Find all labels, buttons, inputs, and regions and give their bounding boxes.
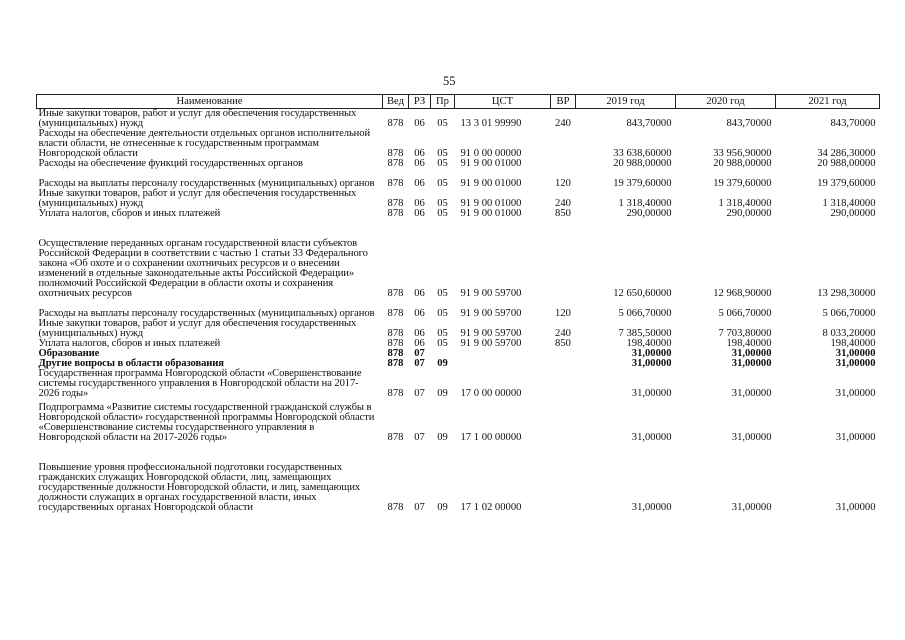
- row-cst: 17 0 00 00000: [460, 388, 522, 399]
- row-pr: 05: [437, 208, 448, 219]
- row-2021: 198,40000: [830, 338, 876, 349]
- row-2020: 7 703,80000: [718, 328, 772, 339]
- row-2020: 20 988,00000: [713, 158, 772, 169]
- row-vr: [551, 369, 576, 399]
- row-ved: 878: [387, 338, 404, 349]
- row-2021: 20 988,00000: [817, 158, 876, 169]
- row-cst: 91 0 00 00000: [460, 148, 522, 159]
- row-cst: 17 1 00 00000: [460, 432, 522, 443]
- table-row: [37, 399, 880, 443]
- row-rz: 07: [414, 348, 425, 359]
- row-rz: 07: [414, 388, 425, 399]
- row-pr: 09: [437, 502, 448, 513]
- row-2020: 31,00000: [731, 432, 772, 443]
- row-ved: 878: [387, 208, 404, 219]
- row-cst: [455, 359, 551, 369]
- header-2019: 2019 год: [576, 95, 676, 109]
- table-row: [37, 443, 880, 513]
- row-name: Подпрограмма «Развитие системы государственной гражданской службы в Новгородской области» государственной программы Новгородской области «Совершенствование системы государственного управления в Новгородской области на 2017-2026 годы»: [38, 402, 375, 443]
- row-2021: 19 379,60000: [817, 178, 876, 189]
- row-2020: 198,40000: [726, 338, 772, 349]
- row-2020: 5 066,70000: [718, 308, 772, 319]
- table-row: [37, 369, 880, 399]
- row-2021: 31,00000: [835, 348, 876, 359]
- row-name: Расходы на обеспечение функций государственных органов: [38, 158, 303, 169]
- row-vr: [551, 399, 576, 443]
- row-2021: 31,00000: [835, 388, 876, 399]
- row-name: Расходы на выплаты персоналу государственных (муниципальных) органов: [38, 178, 375, 189]
- row-rz: 06: [414, 158, 425, 169]
- row-ved: 878: [387, 348, 404, 359]
- row-name: Государственная программа Новгородской области «Совершенствование системы государственного управления в Новгородской области на 2017-2026 годы»: [38, 368, 362, 399]
- row-2019: 1 318,40000: [618, 198, 672, 209]
- row-cst: 91 9 00 59700: [460, 308, 522, 319]
- row-pr: 05: [437, 308, 448, 319]
- row-pr: 05: [437, 118, 448, 129]
- row-pr: 05: [437, 178, 448, 189]
- row-vr: 120: [555, 178, 571, 189]
- row-2020: 31,00000: [731, 502, 772, 513]
- row-2020: 19 379,60000: [713, 178, 772, 189]
- row-vr: 120: [555, 308, 571, 319]
- row-2019: 7 385,50000: [618, 328, 672, 339]
- row-2019: 290,00000: [626, 208, 672, 219]
- row-cst: 91 9 00 59700: [460, 328, 522, 339]
- row-rz: 06: [414, 328, 425, 339]
- row-ved: 878: [387, 288, 404, 299]
- row-2021: 34 286,30000: [817, 148, 876, 159]
- row-2020: 290,00000: [726, 208, 772, 219]
- row-2020: 33 956,90000: [713, 148, 772, 159]
- row-rz: 06: [414, 148, 425, 159]
- row-pr: 05: [437, 198, 448, 209]
- row-vr: 240: [555, 118, 571, 129]
- row-2020: 31,00000: [731, 388, 772, 399]
- row-2020: 31,00000: [731, 358, 772, 369]
- row-rz: 06: [414, 178, 425, 189]
- row-cst: [455, 349, 551, 359]
- table-row: [37, 159, 880, 169]
- row-ved: 878: [387, 502, 404, 513]
- row-ved: 878: [387, 118, 404, 129]
- table-row: [37, 129, 880, 159]
- row-vr: 850: [555, 208, 571, 219]
- row-rz: 06: [414, 198, 425, 209]
- row-cst: 91 9 00 01000: [460, 208, 522, 219]
- row-pr: 05: [437, 288, 448, 299]
- row-name: Осуществление переданных органам государственной власти субъектов Российской Федерации в соответствии с частью 1 статьи 33 Федерального закона «Об охоте и о сохранении охотничьих ресурсов и о внесении изменений в отдельные законодательные акты Российской Федерации» полномочий Российской Федерации в области охоты и сохранения охотничьих ресурсов: [38, 238, 368, 299]
- row-name: Уплата налогов, сборов и иных платежей: [38, 208, 221, 219]
- row-vr: [551, 359, 576, 369]
- row-2021: 843,70000: [830, 118, 876, 129]
- header-pr: Пр: [431, 95, 455, 109]
- row-rz: 06: [414, 118, 425, 129]
- row-2019: 12 650,60000: [613, 288, 672, 299]
- row-ved: 878: [387, 358, 404, 369]
- row-2020: 843,70000: [726, 118, 772, 129]
- row-name: Расходы на выплаты персоналу государственных (муниципальных) органов: [38, 308, 375, 319]
- row-rz: 07: [414, 358, 425, 369]
- row-2020: 31,00000: [731, 348, 772, 359]
- header-2020: 2020 год: [676, 95, 776, 109]
- row-rz: 06: [414, 208, 425, 219]
- table-row: [37, 209, 880, 219]
- row-pr: 09: [437, 388, 448, 399]
- row-2021: 13 298,30000: [817, 288, 876, 299]
- row-rz: 07: [414, 502, 425, 513]
- header-vr: ВР: [551, 95, 576, 109]
- row-2019: 31,00000: [631, 502, 672, 513]
- row-vr: [551, 159, 576, 169]
- row-pr: 05: [437, 158, 448, 169]
- row-ved: 878: [387, 158, 404, 169]
- row-2019: 843,70000: [626, 118, 672, 129]
- row-2019: 198,40000: [626, 338, 672, 349]
- row-name: Иные закупки товаров, работ и услуг для обеспечения государственных (муниципальных) нужд: [38, 318, 357, 339]
- row-cst: 91 9 00 01000: [460, 158, 522, 169]
- row-2021: 8 033,20000: [822, 328, 876, 339]
- row-pr: 09: [437, 358, 448, 369]
- row-pr: 05: [437, 148, 448, 159]
- row-vr: 240: [555, 328, 571, 339]
- row-name: Уплата налогов, сборов и иных платежей: [38, 338, 221, 349]
- table-row: [37, 319, 880, 339]
- row-rz: 06: [414, 308, 425, 319]
- row-2019: 31,00000: [631, 432, 672, 443]
- row-rz: 07: [414, 432, 425, 443]
- table-row: [37, 189, 880, 209]
- row-ved: 878: [387, 388, 404, 399]
- header-cst: ЦСТ: [455, 95, 551, 109]
- row-2021: 290,00000: [830, 208, 876, 219]
- row-name: Расходы на обеспечение деятельности отдельных органов исполнительной власти области, не отнесенные к государственным программам Новгородской области: [38, 128, 371, 159]
- header-2021: 2021 год: [776, 95, 880, 109]
- row-2019: 31,00000: [631, 358, 672, 369]
- row-ved: 878: [387, 328, 404, 339]
- row-cst: 91 9 00 59700: [460, 288, 522, 299]
- row-vr: [551, 443, 576, 513]
- row-ved: 878: [387, 432, 404, 443]
- row-ved: 878: [387, 198, 404, 209]
- row-2021: 31,00000: [835, 502, 876, 513]
- row-2021: 31,00000: [835, 432, 876, 443]
- header-rz: РЗ: [409, 95, 431, 109]
- budget-table: [36, 94, 880, 513]
- table-row: [37, 299, 880, 319]
- row-cst: 91 9 00 01000: [460, 198, 522, 209]
- row-2019: 20 988,00000: [613, 158, 672, 169]
- table-row: [37, 109, 880, 130]
- row-ved: 878: [387, 308, 404, 319]
- header-name: Наименование: [37, 95, 383, 109]
- row-cst: 13 3 01 99990: [460, 118, 522, 129]
- row-cst: 91 9 00 01000: [460, 178, 522, 189]
- header-ved: Вед: [383, 95, 409, 109]
- row-name: Иные закупки товаров, работ и услуг для обеспечения государственных (муниципальных) нужд: [38, 188, 357, 209]
- table-row: [37, 169, 880, 189]
- row-2019: 33 638,60000: [613, 148, 672, 159]
- row-2021: 1 318,40000: [822, 198, 876, 209]
- row-rz: 06: [414, 338, 425, 349]
- row-rz: 06: [414, 288, 425, 299]
- row-2021: 5 066,70000: [822, 308, 876, 319]
- row-cst: 17 1 02 00000: [460, 502, 522, 513]
- row-name: Образование: [38, 348, 100, 359]
- row-name: Другие вопросы в области образования: [38, 358, 224, 369]
- row-pr: 09: [437, 432, 448, 443]
- page-number: 55: [443, 74, 456, 88]
- row-2021: 31,00000: [835, 358, 876, 369]
- row-2019: 31,00000: [631, 388, 672, 399]
- row-name: Повышение уровня профессиональной подготовки государственных гражданских служащих Новгородской области, лиц, замещающих государственные должности Новгородской области, и лиц, замещающих должности служащих в органах государственной власти, иных государственных органах Новгородской области: [38, 462, 361, 513]
- row-cst: 91 9 00 59700: [460, 338, 522, 349]
- row-2020: 12 968,90000: [713, 288, 772, 299]
- table-header: [37, 95, 880, 109]
- row-vr: [551, 129, 576, 159]
- row-pr: 05: [437, 338, 448, 349]
- row-2020: 1 318,40000: [718, 198, 772, 209]
- row-vr: 850: [555, 338, 571, 349]
- row-ved: 878: [387, 148, 404, 159]
- row-pr: 05: [437, 328, 448, 339]
- row-ved: 878: [387, 178, 404, 189]
- row-name: Иные закупки товаров, работ и услуг для обеспечения государственных (муниципальных) нужд: [38, 108, 357, 129]
- row-2019: 19 379,60000: [613, 178, 672, 189]
- row-vr: [551, 219, 576, 299]
- row-vr: 240: [555, 198, 571, 209]
- table-row: [37, 219, 880, 299]
- row-vr: [551, 349, 576, 359]
- row-2019: 31,00000: [631, 348, 672, 359]
- row-2019: 5 066,70000: [618, 308, 672, 319]
